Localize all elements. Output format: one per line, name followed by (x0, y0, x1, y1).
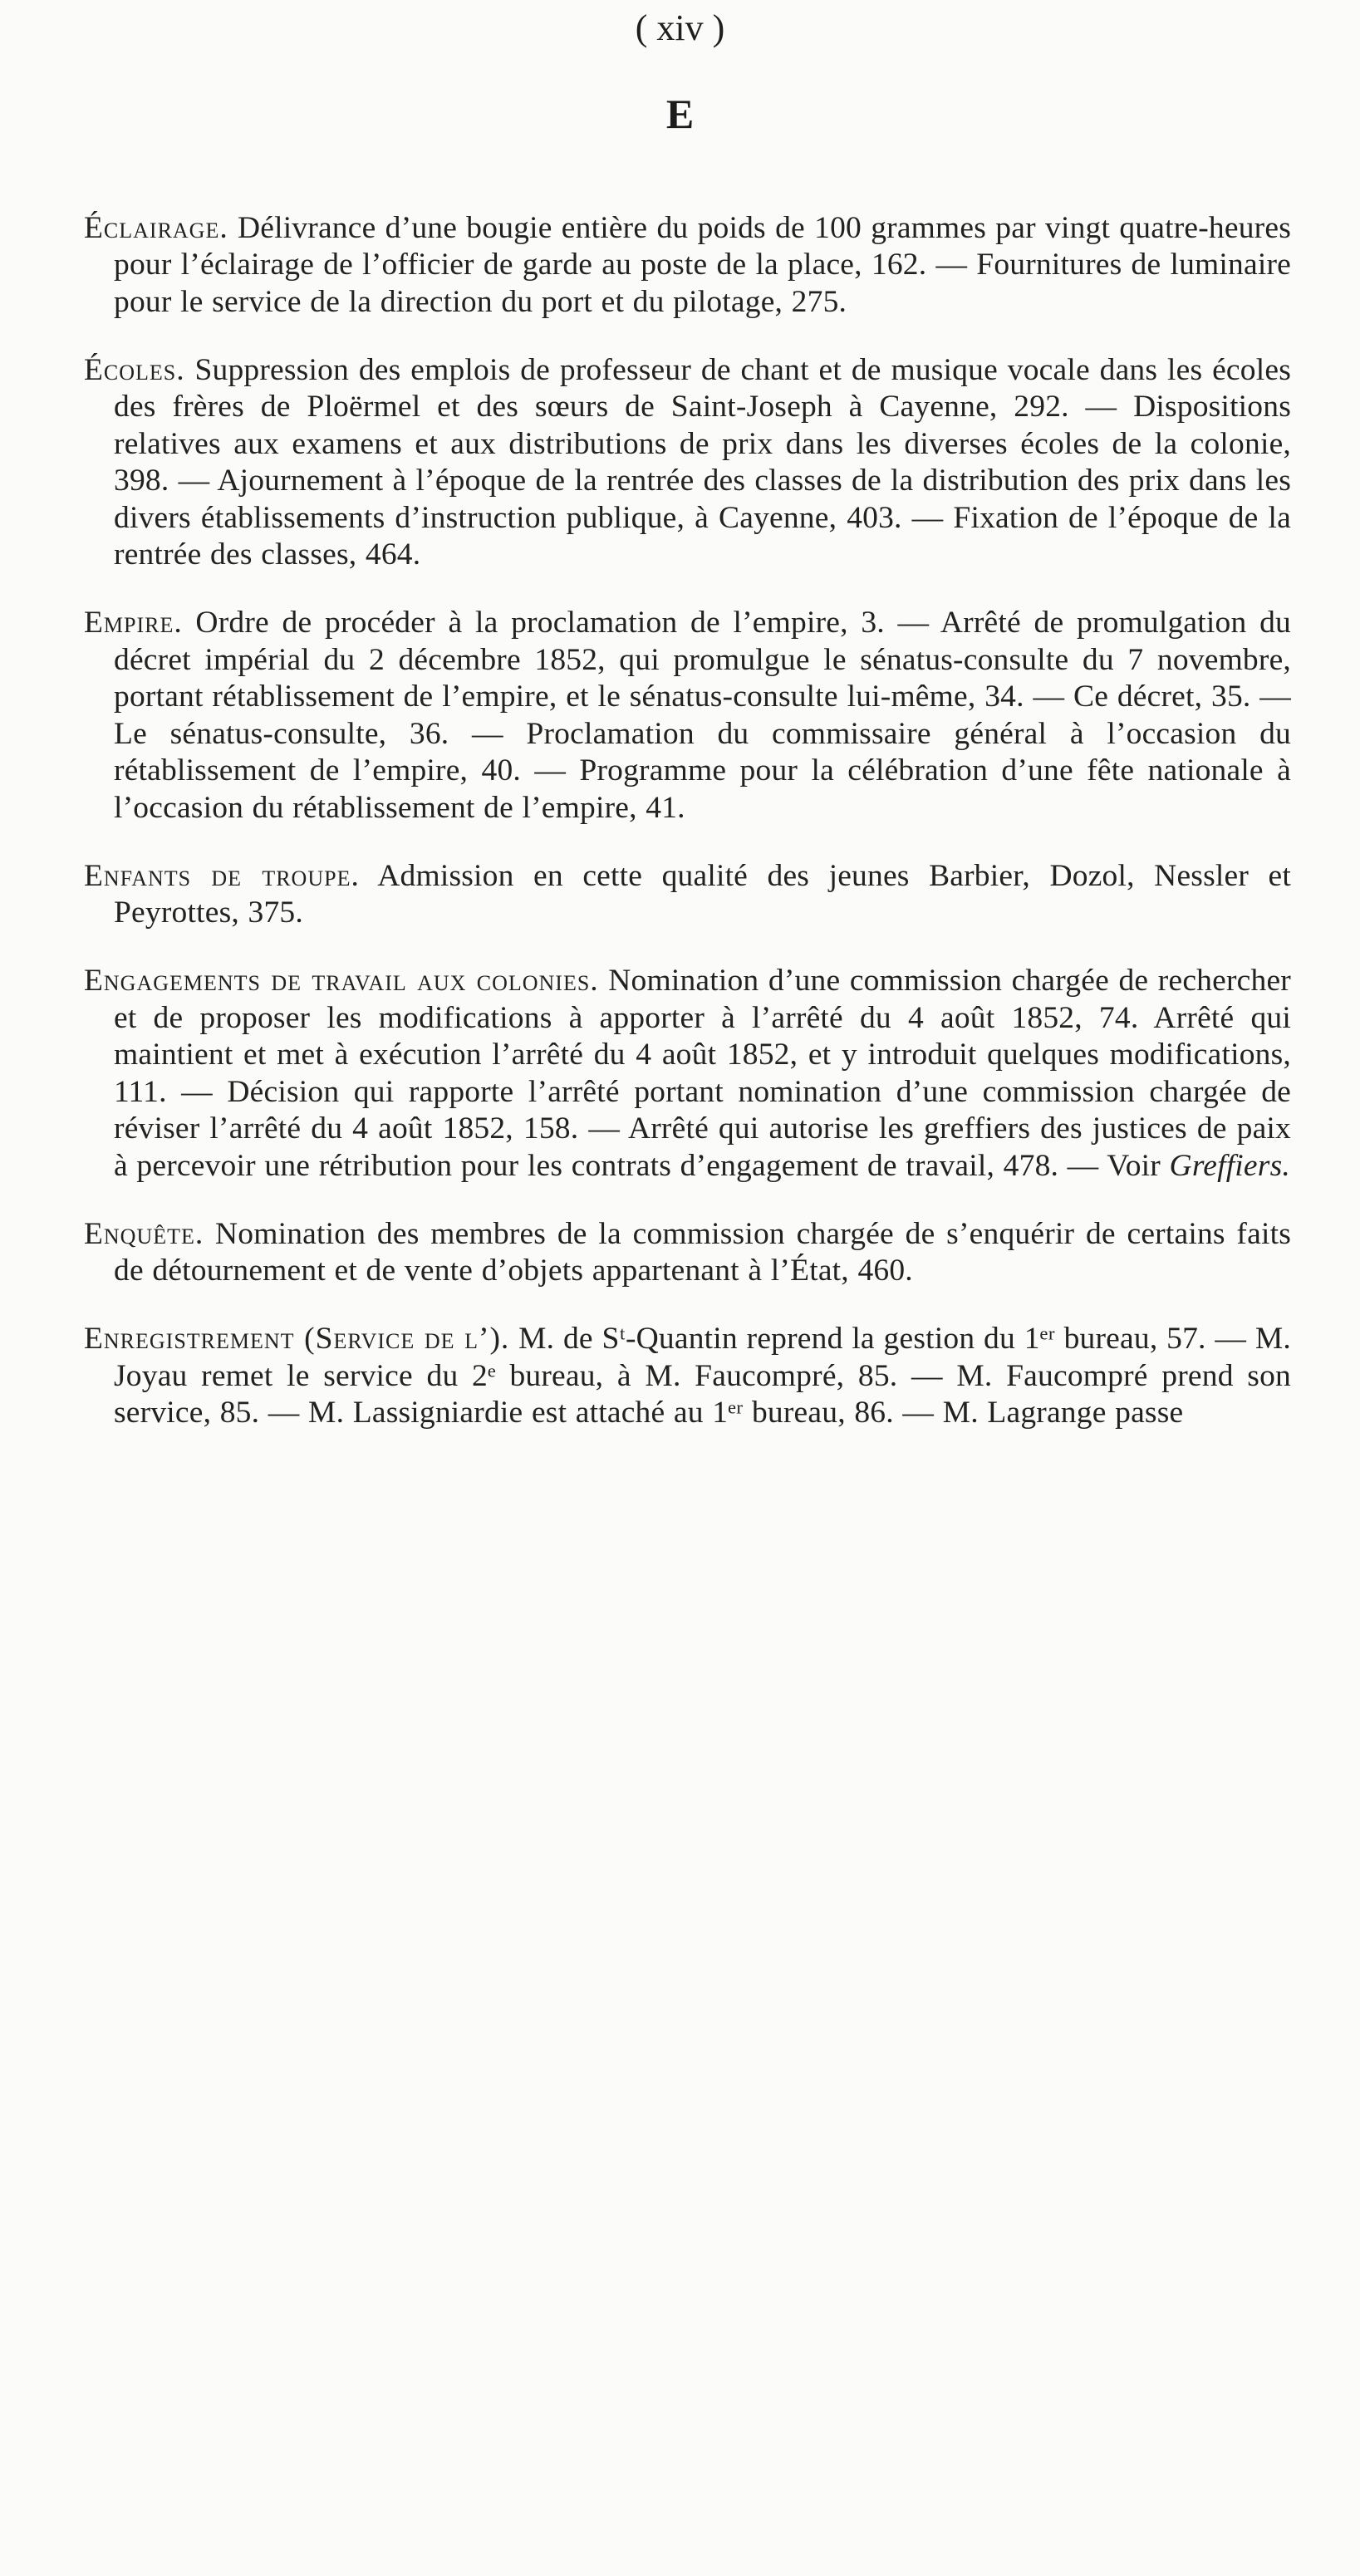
entry-text: M. de Sᵗ-Quantin reprend la gestion du 1ᵉʳ bureau, 57. — M. Joyau remet le service du 2ᵉ bureau, à M. Faucompré, 85. — M. Faucompré prend son service, 85. — M. Lassigniardie est attaché au 1ᵉʳ bureau, 86. — M. Lagrange passe (114, 1322, 1291, 1430)
entry-heading: Engagements de travail aux colonies. (84, 964, 599, 998)
index-entry-enquete (84, 1216, 1291, 1290)
entry-text: Admission en cette qualité des jeunes Barbier, Dozol, Nessler et Peyrottes, 375. (114, 858, 1291, 930)
index-entry-eclairage (84, 210, 1291, 321)
index-entry-empire (84, 605, 1291, 827)
entry-text: Délivrance d’une bougie entière du poids de 100 grammes par vingt quatre-heures pour l’éclairage de l’officier de garde au poste de la place, 162. — Fournitures de luminaire pour le service de la direction du port et du pilotage, 275. (114, 210, 1291, 319)
entry-text: Ordre de procéder à la proclamation de l’empire, 3. — Arrêté de promulgation du décret impérial du 2 décembre 1852, qui promulgue le sénatus-consulte du 7 novembre, portant rétablissement de l’empire, et le sénatus-consulte lui-même, 34. — Ce décret, 35. — Le sénatus-consulte, 36. — Proclamation du commissaire général à l’occasion du rétablissement de l’empire, 40. — Programme pour la célébration d’une fête nationale à l’occasion du rétablissement de l’empire, 41. (114, 606, 1291, 825)
entry-heading: Éclairage. (84, 210, 228, 245)
index-entry-engagements-de-travail (84, 963, 1291, 1185)
index-entry-enfants-de-troupe (84, 858, 1291, 932)
entry-heading: Enquête. (84, 1216, 204, 1251)
entry-text: Nomination des membres de la commission chargée de s’enquérir de certains faits de détournement et de vente d’objets appartenant à l’État, 460. (114, 1216, 1291, 1288)
page-number: ( xiv ) (635, 7, 725, 48)
entry-heading: Empire. (84, 606, 183, 640)
index-entry-ecoles (84, 352, 1291, 574)
entry-heading: Écoles. (84, 352, 185, 387)
section-letter: E (665, 91, 695, 137)
entry-heading: Enregistrement (Service de l’). (84, 1322, 510, 1356)
entry-heading: Enfants de troupe. (84, 858, 360, 893)
entry-text: Nomination d’une commission chargée de rechercher et de proposer les modifications à apporter à l’arrêté du 4 août 1852, 74. Arrêté qui maintient et met à exécution l’arrêté du 4 août 1852, et y introduit quelques modifications, 111. — Décision qui rapporte l’arrêté portant nomination d’une commission chargée de réviser l’arrêté du 4 août 1852, 158. — Arrêté qui autorise les greffiers des justices de paix à percevoir une rétribution pour les contrats d’engagement de travail, 478. — Voir (114, 964, 1291, 1183)
index-entry-enregistrement (84, 1321, 1291, 1432)
index-column (84, 179, 1291, 1458)
see-also-reference: Greffiers. (1169, 1148, 1290, 1183)
entry-text: Suppression des emplois de professeur de chant et de musique vocale dans les écoles des frères de Ploërmel et des sœurs de Saint-Joseph à Cayenne, 292. — Dispositions relatives aux examens et aux distributions de prix dans les diverses écoles de la colonie, 398. — Ajournement à l’époque de la rentrée des classes de la distribution des prix dans les divers établissements d’instruction publique, à Cayenne, 403. — Fixation de l’époque de la rentrée des classes, 464. (114, 352, 1291, 572)
